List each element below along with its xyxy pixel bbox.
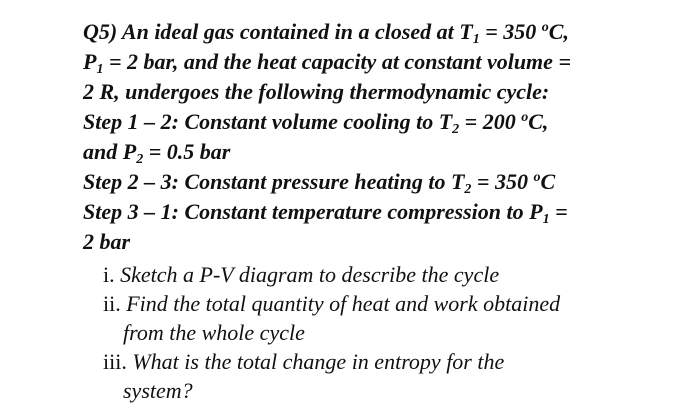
t2-symbol: T [438, 109, 453, 134]
sub-question-i [103, 260, 623, 289]
question-line-2 [83, 47, 623, 77]
t1-subscript: 1 [472, 32, 480, 47]
question-block [83, 17, 623, 257]
question-line-1 [83, 17, 623, 47]
p1-symbol: P [83, 49, 97, 74]
p1-subscript: 1 [96, 62, 104, 77]
question-line-3 [83, 77, 623, 107]
sub-question-text: Find the total quantity of heat and work obtained [126, 291, 561, 316]
t2b-symbol: T [450, 169, 465, 194]
p1b-subscript: 1 [542, 212, 550, 227]
step-2-3-line [83, 167, 623, 197]
sub-question-iii [103, 347, 623, 405]
step-3-1-pressure: 2 bar [83, 229, 131, 254]
t2b-subscript: 2 [464, 182, 472, 197]
step-3-1-line [83, 197, 623, 227]
p1b-value: = [555, 199, 568, 224]
p1b-symbol: P [529, 199, 543, 224]
sub-question-number: iii. [103, 349, 127, 374]
celsius-unit: C [540, 169, 556, 194]
sub-question-ii [103, 289, 623, 347]
sub-question-number: i. [103, 262, 115, 287]
step-2-3-text: Step 2 – 3: Constant pressure heating to [83, 169, 446, 194]
sub-question-text: What is the total change in entropy for the [132, 349, 505, 374]
step-3-1-text: Step 3 – 1: Constant temperature compression to [83, 199, 524, 224]
p1-value: = 2 bar, and the heat capacity at constant volume = [108, 49, 571, 74]
sub-question-number: ii. [103, 291, 121, 316]
degree-mark: o [541, 20, 549, 35]
degree-mark: o [533, 170, 541, 185]
p2-value: = 0.5 bar [148, 139, 231, 164]
p2-symbol: P [122, 139, 137, 164]
step-3-1-line-2 [83, 227, 623, 257]
step-1-2-line [83, 107, 623, 137]
t2-subscript: 2 [452, 122, 460, 137]
t1-symbol: T [459, 19, 473, 44]
question-number: Q5) [83, 19, 118, 44]
t2-value: = 200 [464, 109, 516, 134]
heat-capacity-text: 2 R, undergoes the following thermodynamic cycle: [83, 79, 550, 104]
sub-question-text: Sketch a P-V diagram to describe the cycle [120, 262, 500, 287]
t1-value: = 350 [485, 19, 537, 44]
sub-question-continuation: system? [123, 378, 193, 403]
sub-question-continuation: from the whole cycle [123, 320, 305, 345]
degree-mark: o [521, 110, 529, 125]
and-word: and [83, 139, 118, 164]
question-intro: An ideal gas contained in a closed at [121, 19, 454, 44]
step-1-2-text: Step 1 – 2: Constant volume cooling to [83, 109, 434, 134]
t2b-value: = 350 [476, 169, 528, 194]
sub-questions [103, 260, 623, 405]
celsius-unit: C, [528, 109, 549, 134]
celsius-unit: C, [548, 19, 569, 44]
p2-subscript: 2 [136, 152, 144, 167]
step-1-2-line-2 [83, 137, 623, 167]
